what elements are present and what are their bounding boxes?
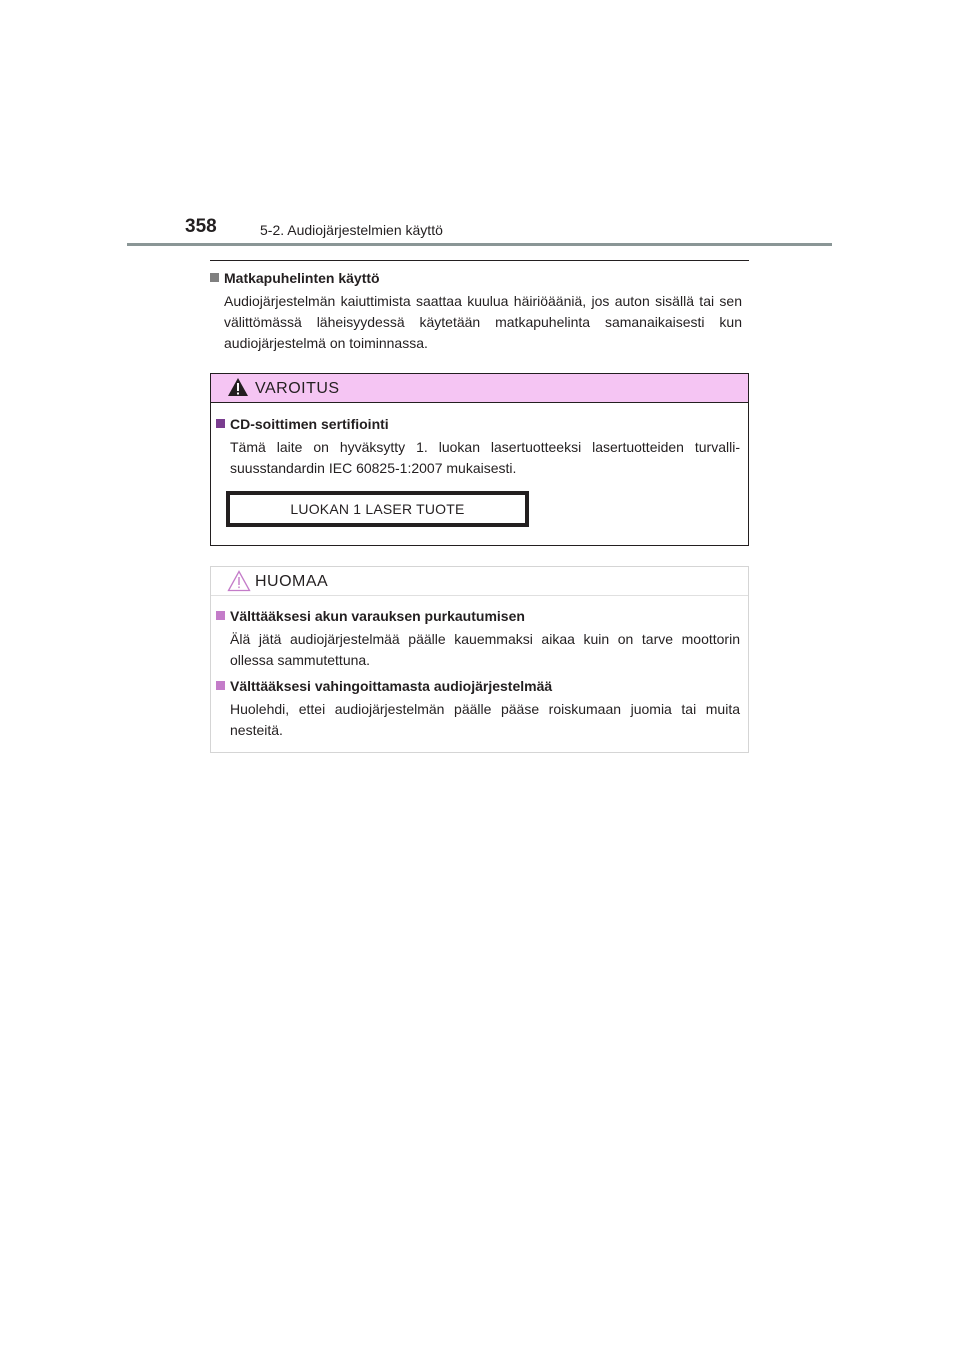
warning-body: Tämä laite on hyväksytty 1. luokan lasertuotteeksi lasertuotteiden turvalli-suusstandardin IEC 60825-1:2007 mukaisesti. — [230, 439, 740, 476]
intro-title: Matkapuhelinten käyttö — [224, 270, 380, 286]
bullet-square-icon — [216, 611, 225, 620]
warning-triangle-filled-icon — [227, 377, 249, 397]
section-title: 5-2. Audiojärjestelmien käyttö — [260, 222, 443, 238]
laser-product-label: LUOKAN 1 LASER TUOTE — [226, 491, 529, 527]
warning-label: VAROITUS — [255, 380, 340, 397]
warning-triangle-outline-icon — [227, 570, 251, 592]
notice-item-title: Välttääksesi vahingoittamasta audiojärjestelmää — [230, 678, 553, 694]
warning-header — [211, 374, 748, 403]
warning-title: CD-soittimen sertifiointi — [230, 416, 389, 432]
intro-section — [210, 269, 742, 354]
intro-body: Audiojärjestelmän kaiuttimista saattaa kuulua häiriöääniä, jos auton sisällä tai sen välittömässä läheisyydessä käytetään matkapuhelinta samanaikaisesti kun audiojärjestelmä on toiminnassa. — [224, 293, 742, 351]
notice-item-body: Huolehdi, ettei audiojärjestelmän päälle pääse roiskumaan juomia tai muita nesteitä. — [230, 701, 740, 738]
warning-box — [210, 373, 749, 546]
notice-item-title: Välttääksesi akun varauksen purkautumisen — [230, 608, 525, 624]
page-number: 358 — [185, 216, 217, 237]
header-rule — [127, 243, 832, 246]
notice-item-body: Älä jätä audiojärjestelmää päälle kauemmaksi aikaa kuin on tarve moottorin ollessa sammutettuna. — [230, 631, 740, 668]
notice-label: HUOMAA — [255, 573, 329, 590]
bullet-square-icon — [216, 419, 225, 428]
bullet-square-icon — [210, 273, 219, 282]
notice-header — [211, 567, 748, 596]
notice-box — [210, 566, 749, 753]
bullet-square-icon — [216, 681, 225, 690]
content-rule — [210, 260, 749, 261]
